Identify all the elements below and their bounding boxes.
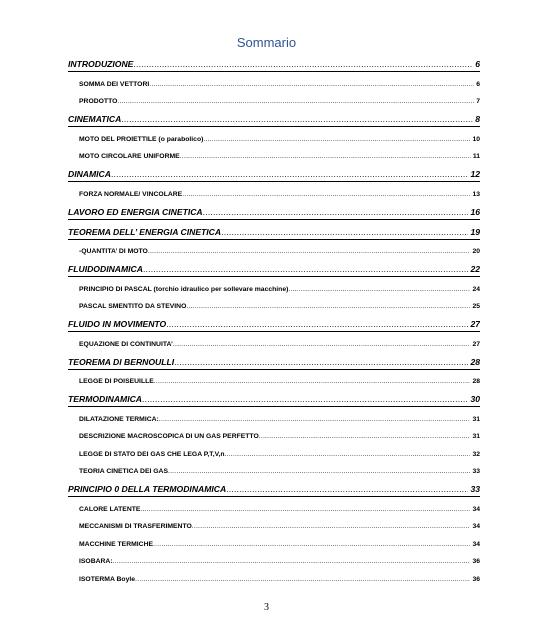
toc-leader-dots: [182, 191, 470, 200]
toc-entry-label: DILATAZIONE TERMICA:: [79, 415, 159, 423]
toc-leader-dots: [259, 433, 471, 442]
toc-entry-label: EQUAZIONE DI CONTINUITA’: [79, 340, 173, 348]
toc-entry-label: CINEMATICA: [68, 114, 122, 124]
toc-entry-page: 6: [475, 59, 480, 69]
toc-entry-label: PRINCIPIO DI PASCAL (torchio idraulico per sollevare macchine): [79, 285, 289, 293]
toc-entry-section[interactable]: [68, 277, 480, 295]
toc-entry-section[interactable]: [68, 497, 480, 515]
toc-entry-page: 19: [470, 226, 480, 237]
toc-leader-dots: [149, 81, 474, 90]
toc-entry-page: 34: [472, 523, 480, 530]
toc-entry-label: DINAMICA: [68, 169, 111, 179]
toc-leader-dots: [133, 59, 473, 71]
toc-entry-page: 34: [472, 540, 480, 548]
toc-entry-page: 36: [472, 558, 480, 565]
toc-entry-chapter[interactable]: [68, 162, 480, 182]
toc-leader-dots: [113, 558, 471, 567]
toc-leader-dots: [153, 541, 470, 550]
toc-leader-dots: [192, 523, 471, 532]
toc-entry-section[interactable]: [68, 332, 480, 350]
toc-entry-page: 20: [472, 248, 480, 255]
toc-entry-section[interactable]: [68, 145, 480, 163]
toc-entry-page: 28: [472, 378, 480, 385]
toc-leader-dots: [143, 264, 468, 276]
toc-entry-page: 36: [472, 575, 480, 583]
toc-entry-label: DESCRIZIONE MACROSCOPICA DI UN GAS PERFETTO: [79, 433, 259, 440]
toc-entry-section[interactable]: [68, 127, 480, 145]
toc-entry-chapter[interactable]: [68, 312, 480, 332]
toc-entry-section[interactable]: [68, 425, 480, 443]
toc-entry-chapter[interactable]: [68, 220, 480, 240]
toc-entry-section[interactable]: [68, 72, 480, 90]
toc-leader-dots: [121, 114, 473, 126]
toc-leader-dots: [203, 136, 470, 145]
toc-entry-section[interactable]: [68, 370, 480, 388]
toc-entry-label: FLUIDODINAMICA: [68, 264, 143, 274]
toc-entry-page: 7: [476, 98, 480, 105]
toc-entry-section[interactable]: [68, 460, 480, 478]
toc-leader-dots: [221, 227, 468, 239]
toc-leader-dots: [148, 248, 471, 257]
toc-entry-section[interactable]: [68, 295, 480, 313]
toc-entry-label: LEGGE DI POISEUILLE: [79, 378, 154, 385]
toc-leader-dots: [180, 153, 471, 162]
toc-leader-dots: [159, 416, 471, 425]
toc-leader-dots: [186, 303, 470, 312]
toc-entry-page: 22: [470, 264, 480, 274]
toc-entry-label: TERMODINAMICA: [68, 394, 142, 404]
toc-entry-chapter[interactable]: [68, 257, 480, 277]
toc-entry-chapter[interactable]: [68, 350, 480, 370]
toc-leader-dots: [203, 207, 469, 219]
toc-entry-page: 11: [472, 153, 480, 160]
toc-entry-section[interactable]: [68, 550, 480, 568]
toc-entry-label: PASCAL SMENTITO DA STEVINO: [79, 303, 187, 310]
toc-leader-dots: [226, 484, 468, 496]
toc-entry-label: -QUANTITA’ DI MOTO: [79, 248, 148, 255]
toc-entry-page: 25: [472, 303, 480, 310]
toc-title: Sommario: [236, 35, 297, 50]
toc-leader-dots: [117, 98, 474, 107]
toc-entry-label: FORZA NORMALE/ VINCOLARE: [79, 190, 183, 198]
toc-leader-dots: [154, 378, 471, 387]
toc-entry-section[interactable]: [68, 515, 480, 533]
toc-entry-label: INTRODUZIONE: [68, 59, 134, 69]
toc-entry-page: 6: [476, 80, 480, 88]
toc-entry-page: 28: [470, 356, 480, 367]
toc-entry-section[interactable]: [68, 240, 480, 258]
toc-entry-section[interactable]: [68, 90, 480, 108]
toc-entry-chapter[interactable]: [68, 477, 480, 497]
toc-leader-dots: [142, 394, 468, 406]
toc-leader-dots: [173, 341, 471, 350]
toc-entry-label: TEORIA CINETICA DEI GAS: [79, 468, 168, 475]
toc-entry-page: 27: [470, 319, 480, 329]
toc-entry-page: 33: [472, 468, 480, 475]
toc-leader-dots: [166, 319, 468, 331]
toc-entry-label: MOTO DEL PROIETTILE (o parabolico): [79, 135, 204, 143]
toc-entry-page: 33: [470, 484, 480, 494]
toc-entry-label: LAVORO ED ENERGIA CINETICA: [68, 206, 203, 217]
toc-leader-dots: [140, 506, 470, 515]
toc-entry-label: PRINCIPIO 0 DELLA TERMODINAMICA: [68, 484, 227, 494]
toc-entry-page: 13: [472, 190, 480, 198]
toc-leader-dots: [168, 468, 470, 477]
toc-entry-label: ISOBARA:: [79, 558, 113, 565]
toc-entry-label: LEGGE DI STATO DEI GAS CHE LEGA P,T,V,n: [79, 450, 225, 458]
toc-entry-label: ISOTERMA Boyle: [79, 575, 136, 583]
toc-entry-section[interactable]: [68, 182, 480, 200]
toc-entry-label: MOTO CIRCOLARE UNIFORME: [79, 153, 180, 160]
toc-entry-chapter[interactable]: [68, 107, 480, 127]
toc-entry-section[interactable]: [68, 532, 480, 550]
toc-entry-label: CALORE LATENTE: [79, 505, 141, 513]
toc-leader-dots: [225, 451, 471, 460]
toc-entry-label: TEOREMA DI BERNOULLI: [68, 356, 175, 367]
toc-entry-page: 16: [470, 206, 480, 217]
toc-leader-dots: [111, 169, 468, 181]
toc-entry-chapter[interactable]: [68, 200, 480, 220]
table-of-contents: [68, 52, 480, 585]
toc-entry-page: 12: [470, 169, 480, 179]
toc-leader-dots: [288, 286, 470, 295]
toc-entry-chapter[interactable]: [68, 387, 480, 407]
toc-entry-page: 27: [472, 340, 480, 348]
toc-entry-page: 8: [475, 114, 480, 124]
page-number: 3: [264, 602, 269, 613]
toc-entry-page: 31: [472, 433, 480, 440]
toc-entry-section[interactable]: [68, 442, 480, 460]
toc-entry-chapter[interactable]: [68, 52, 480, 72]
toc-entry-page: 10: [472, 135, 480, 143]
toc-entry-page: 30: [470, 394, 480, 404]
toc-entry-label: SOMMA DEI VETTORI: [79, 80, 150, 88]
toc-entry-section[interactable]: [68, 407, 480, 425]
toc-entry-label: MECCANISMI DI TRASFERIMENTO: [79, 523, 192, 530]
toc-leader-dots: [174, 357, 468, 369]
toc-entry-section[interactable]: [68, 567, 480, 585]
toc-leader-dots: [135, 576, 470, 585]
toc-entry-label: PRODOTTO: [79, 98, 118, 105]
toc-entry-page: 31: [472, 415, 480, 423]
toc-entry-page: 24: [472, 285, 480, 293]
toc-entry-label: TEOREMA DELL’ ENERGIA CINETICA: [68, 226, 222, 237]
toc-entry-page: 34: [472, 505, 480, 513]
toc-entry-label: MACCHINE TERMICHE: [79, 540, 154, 548]
toc-entry-page: 32: [472, 450, 480, 458]
toc-entry-label: FLUIDO IN MOVIMENTO: [68, 319, 167, 329]
